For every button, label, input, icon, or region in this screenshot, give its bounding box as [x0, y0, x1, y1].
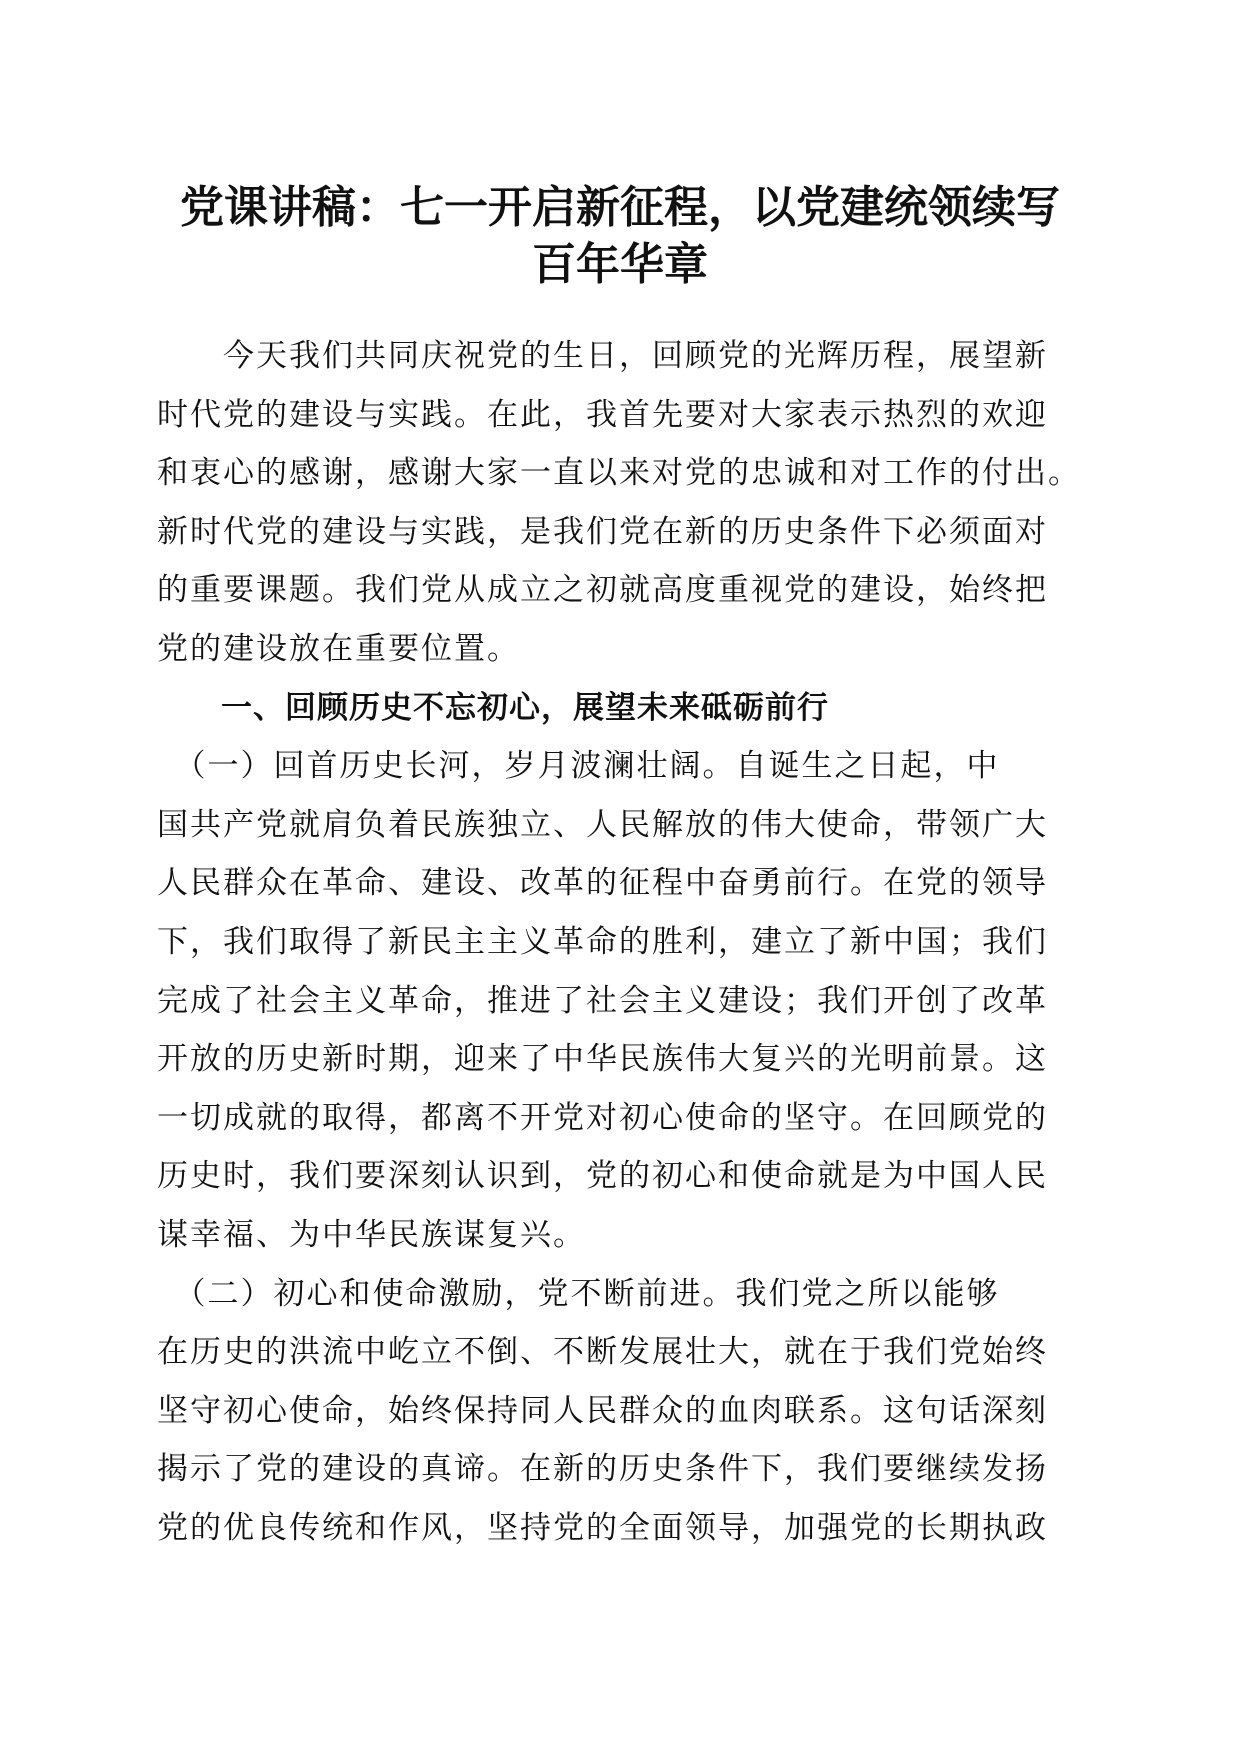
text-line: 的重要课题。我们党从成立之初就高度重视党的建设，始终把 — [157, 572, 1048, 609]
text-line: 完成了社会主义革命，推进了社会主义建设；我们开创了改革 — [157, 982, 1048, 1019]
text-line: 历史时，我们要深刻认识到，党的初心和使命就是为中国人民 — [157, 1158, 1048, 1195]
text-line: 人民群众在革命、建设、改革的征程中奋勇前行。在党的领导 — [157, 865, 1048, 902]
document-title-line-1: 党课讲稿：七一开启新征程，以党建统领续写 — [180, 182, 1060, 233]
document-title-line-2: 百年华章 — [532, 239, 708, 290]
text-line: （二）初心和使命激励，党不断前进。我们党之所以能够 — [157, 1275, 1000, 1312]
text-line: 坚守初心使命，始终保持同人民群众的血肉联系。这句话深刻 — [157, 1392, 1048, 1429]
text-line: 国共产党就肩负着民族独立、人民解放的伟大使命，带领广大 — [157, 806, 1048, 843]
text-line: 在历史的洪流中屹立不倒、不断发展壮大，就在于我们党始终 — [157, 1334, 1048, 1371]
document-body — [157, 327, 1087, 1557]
section-heading: 一、回顾历史不忘初心，展望未来砥砺前行 — [157, 689, 829, 726]
text-line: 新时代党的建设与实践，是我们党在新的历史条件下必须面对 — [157, 513, 1048, 550]
text-line: 今天我们共同庆祝党的生日，回顾党的光辉历程，展望新 — [157, 338, 1048, 374]
text-line: 党的优良传统和作风，坚持党的全面领导，加强党的长期执政 — [157, 1509, 1048, 1546]
text-line: 揭示了党的建设的真谛。在新的历史条件下，我们要继续发扬 — [157, 1451, 1048, 1488]
text-line: 开放的历史新时期，迎来了中华民族伟大复兴的光明前景。这 — [157, 1041, 1048, 1078]
text-line: 谋幸福、为中华民族谋复兴。 — [157, 1216, 586, 1253]
text-line: 下，我们取得了新民主主义革命的胜利，建立了新中国；我们 — [157, 923, 1048, 960]
text-line: 一切成就的取得，都离不开党对初心使命的坚守。在回顾党的 — [157, 1099, 1048, 1136]
text-line: （一）回首历史长河，岁月波澜壮阔。自诞生之日起，中 — [157, 748, 1000, 785]
text-line: 党的建设放在重要位置。 — [157, 630, 520, 667]
text-line: 时代党的建设与实践。在此，我首先要对大家表示热烈的欢迎 — [157, 396, 1048, 433]
text-line: 和衷心的感谢，感谢大家一直以来对党的忠诚和对工作的付出。 — [157, 455, 1081, 492]
